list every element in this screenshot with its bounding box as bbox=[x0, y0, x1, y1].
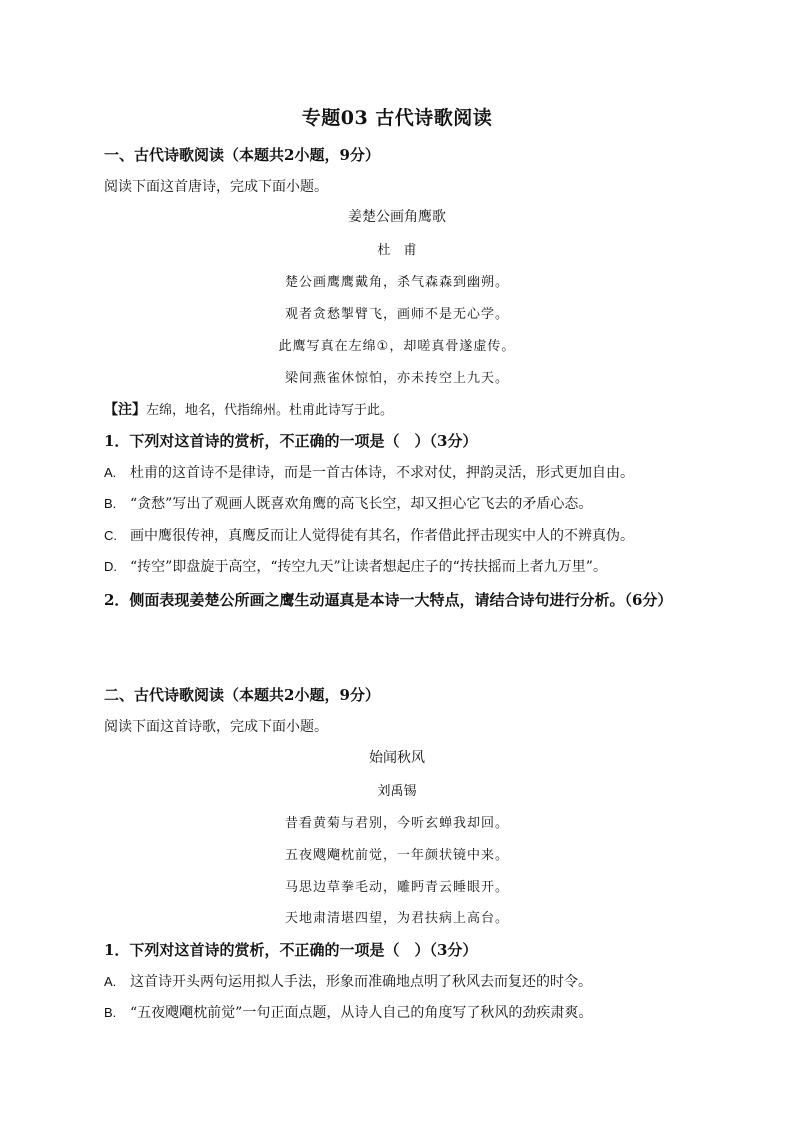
poem-2-line-4: 天地肃清堪四望，为君扶病上高台。 bbox=[284, 911, 509, 926]
note-text: 左绵，地名，代指绵州。杜甫此诗写于此。 bbox=[146, 403, 394, 418]
section-1-heading: 一、古代诗歌阅读（本题共2小题，9分） bbox=[104, 146, 380, 164]
note-tag: 【注】 bbox=[104, 402, 146, 418]
section-1-q1-option-b: B. “贪愁”写出了观画人既喜欢角鹰的高飞长空，却又担心它飞去的矛盾心态。 bbox=[104, 496, 593, 512]
section-2-intro: 阅读下面这首诗歌，完成下面小题。 bbox=[104, 719, 328, 735]
section-1-question-1: 1．下列对这首诗的赏析，不正确的一项是（ ）（3分） bbox=[104, 432, 478, 450]
section-2-heading: 二、古代诗歌阅读（本题共2小题，9分） bbox=[104, 686, 380, 704]
poem-2-title: 始闻秋风 bbox=[369, 750, 425, 766]
poem-2-line-3: 马思边草拳毛动，雕眄青云睡眼开。 bbox=[284, 880, 509, 895]
section-2-question-1: 1．下列对这首诗的赏析，不正确的一项是（ ）（3分） bbox=[104, 941, 478, 959]
section-2-q1-option-a: A. 这首诗开头两句运用拟人手法，形象而准确地点明了秋风去而复还的时令。 bbox=[104, 974, 592, 990]
poem-1-line-2: 观者贪愁掣臂飞，画师不是无心学。 bbox=[284, 307, 509, 322]
poem-1-line-3: 此鹰写真在左绵①，却嗟真骨遂虚传。 bbox=[278, 339, 516, 354]
poem-1-note bbox=[104, 399, 393, 419]
section-2-q1-option-b: B. “五夜飕飗枕前觉”一句正面点题，从诗人自己的角度写了秋风的劲疾肃爽。 bbox=[104, 1005, 593, 1021]
poem-2-line-2: 五夜飕飗枕前觉，一年颜状镜中来。 bbox=[284, 848, 509, 863]
section-1-intro: 阅读下面这首唐诗，完成下面小题。 bbox=[104, 179, 328, 195]
poem-1-line-1: 楚公画鹰鹰戴角，杀气森森到幽朔。 bbox=[284, 275, 509, 290]
document-title: 专题03 古代诗歌阅读 bbox=[301, 107, 493, 129]
poem-1-title: 姜楚公画角鹰歌 bbox=[348, 209, 446, 225]
section-1-q1-option-d: D. “抟空”即盘旋于高空，“抟空九天”让读者想起庄子的“抟扶摇而上者九万里”。 bbox=[104, 559, 607, 575]
poem-2-line-1: 昔看黄菊与君别，今听玄蝉我却回。 bbox=[284, 816, 509, 831]
section-1-q1-option-a: A. 杜甫的这首诗不是律诗，而是一首古体诗，不求对仗，押韵灵活，形式更加自由。 bbox=[104, 465, 634, 481]
poem-1-author: 杜 甫 bbox=[377, 243, 417, 258]
section-1-question-2: 2．侧面表现姜楚公所画之鹰生动逼真是本诗一大特点，请结合诗句进行分析。（6分） bbox=[104, 591, 673, 609]
poem-1-line-4: 梁间燕雀休惊怕，亦未抟空上九天。 bbox=[284, 371, 509, 386]
poem-2-author: 刘禹锡 bbox=[377, 784, 417, 799]
section-1-q1-option-c: C. 画中鹰很传神，真鹰反而让人觉得徒有其名，作者借此抨击现实中人的不辨真伪。 bbox=[104, 528, 634, 544]
